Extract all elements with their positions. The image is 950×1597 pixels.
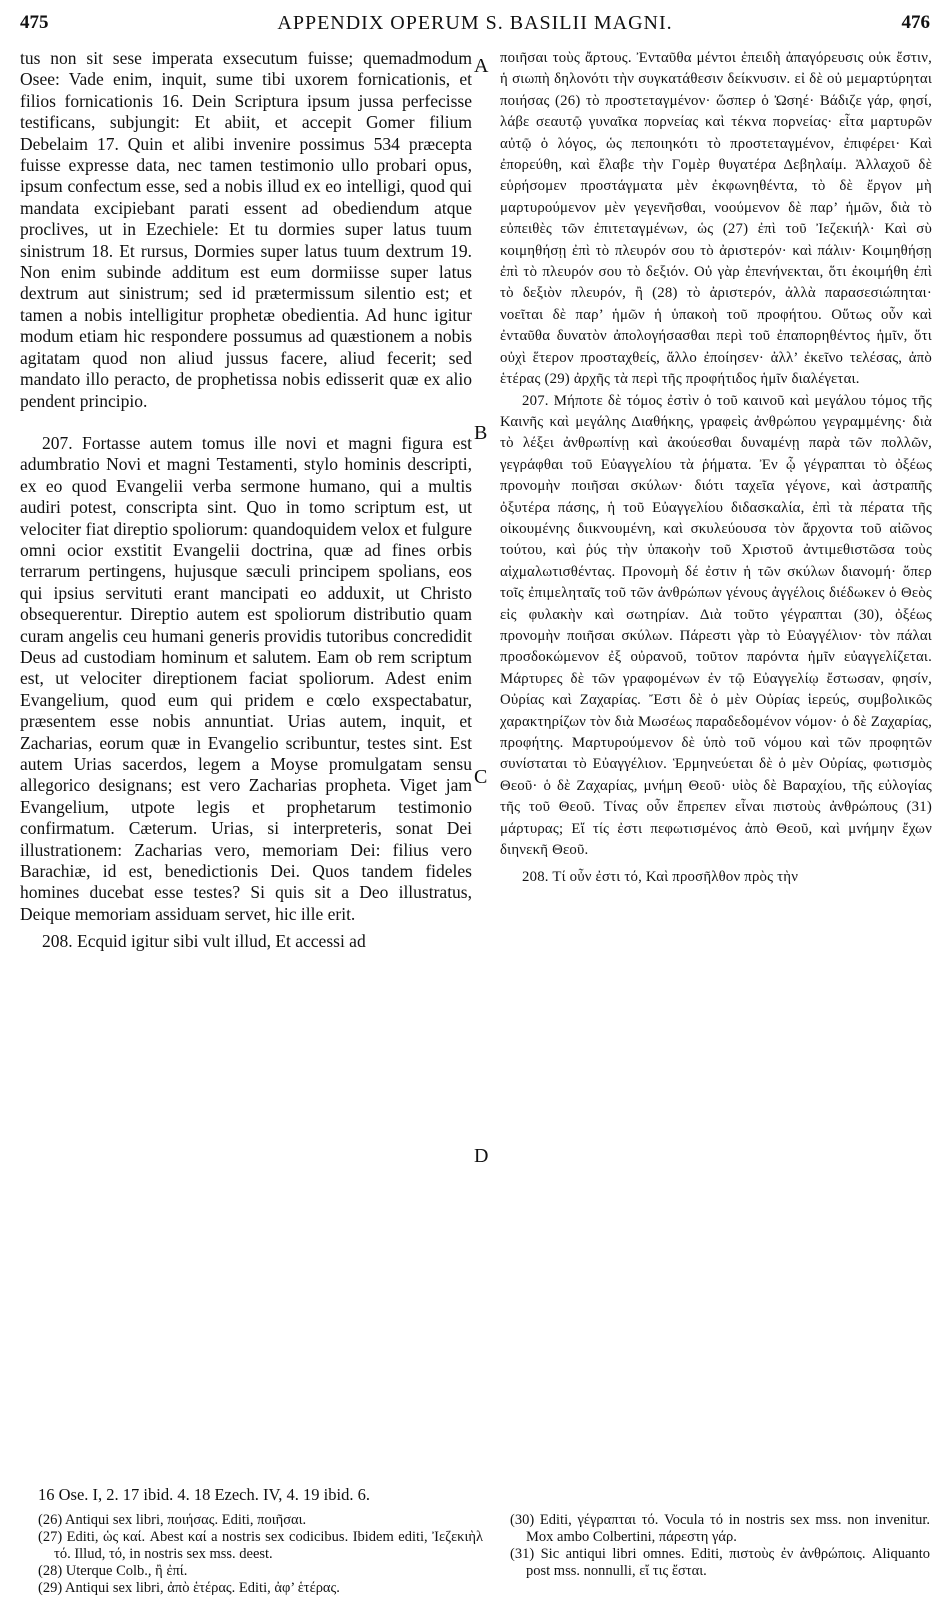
footnotes-right — [510, 1512, 930, 1580]
latin-paragraph-208: 208. Ecquid igitur sibi vult illud, Et accessi ad — [42, 931, 366, 952]
scripture-references: 16 Ose. I, 2. 17 ibid. 4. 18 Ezech. IV, 4. 19 ibid. 6. — [38, 1485, 370, 1504]
page-number-right: 476 — [901, 12, 930, 33]
page-number-left: 475 — [20, 12, 49, 33]
footnote-28: (28) Uterque Colb., ἢ ἐπί. — [38, 1563, 188, 1579]
footnote-27: (27) Editi, ὡς καί. Abest καί a nostris sex codicibus. Ibidem editi, Ἰεζεκιὴλ τό. Illud, τό, in nostris sex mss. deest. — [38, 1529, 483, 1562]
greek-paragraph-208: 208. Τί οὖν ἐστι τό, Καὶ προσῆλθον πρὸς τὴν — [522, 869, 799, 886]
latin-paragraph-207: 207. Fortasse autem tomus ille novi et magni figura est adumbratio Novi et magni Testamenti, stylo hominis descripti, ex eo quod Evangelii verba sermone humano, qui a multis audiri potest, conscripta sint. Quo in tomo scriptum est, ut velociter fiat direptio spoliorum: quandoquidem velox et fulgure omni ocior exstitit Evangelii doctrina, quæ ad fines orbis terrarum pertingens, hujusque sæculi principem spolians, eos qui ipsius servituti erant mancipati eo adduxit, ut Christo obsequerentur. Direptio autem est spoliorum distributio quam curam angelis ceu humani generis providis tutoribus concredidit Deus ad custodiam hominum et salutem. Eam ob rem scriptum est, ut velociter direptionem faciat spoliorum. Adest enim Evangelium, quod eum qui pridem e cœlo exspectabatur, præsentem esse nobis annuntiat. Urias autem, inquit, et Zacharias, eorum quæ in Evangelio scribuntur, testes sint. Est autem Urias sacerdos, legem a Moyse promulgatam sensu allegorico designans; est vero Zacharias propheta. Viget jam Evangelium, utpote legis et prophetarum testimonio confirmatum. Cæterum. Urias, si interpreteris, sonat Dei illustrationem: Zacharias vero, memoriam Dei: filius vero Barachiæ, id est, benedictionis Dei. Quos tandem fideles homines ducebat esse testes? Si quis sit a Deo illustratus, Deique memoriam assiduam servet, hic ille erit. — [20, 432, 472, 924]
footnote-30: (30) Editi, γέγραπται τό. Vocula τό in nostris sex mss. non invenitur. Mox ambo Colbertini, πάρεστη γάρ. — [510, 1512, 930, 1545]
greek-paragraph-207: 207. Μήποτε δὲ τόμος ἐστὶν ὁ τοῦ καινοῦ καὶ μεγάλου τόμος τῆς Καινῆς καὶ μεγάλης Διαθήκης, γραφεὶς ἀνθρώπου γεγραμμένης· διὰ τὸ λέξει ἀνθρωπίνῃ καὶ ἀκούεσθαι δυναμένῃ παρὰ τῶν πολλῶν, γεγράφθαι τοῦ Εὐαγγελίου τὰ ῥήματα. Ἐν ᾧ γέγραπται τὸ ὀξέως προνομὴν ποιῆσαι σκύλων· διότι ταχεῖα γέγονε, καὶ ἀστραπῆς ὀξυτέρα πάσης, ἡ τοῦ Εὐαγγελίου διδασκαλία, ἐπὶ τὰ πέρατα τῆς οἰκουμένης διικνουμένη, καὶ σκυλεύουσα τὸν ἄρχοντα τοῦ αἰῶνος τούτου, καὶ ῥύς τὴν ὑπακοὴν τοῦ Χριστοῦ ἀντιμεθιστῶσα τοὺς αἰχμαλωτισθέντας. Προνομὴ δέ ἐστιν ἡ τῶν σκύλων διανομή· ὅπερ τοῖς ἐπιμεληταῖς τοῦ τῶν ἀνθρώπων γένους ἀγγέλοις διέδωκεν ὁ Θεὸς εἰς φυλακὴν καὶ σωτηρίαν. Διὰ τοῦτο γέγραπται (30), ὀξέως προνομὴν ποιῆσαι σκύλων. Πάρεστι γὰρ τὸ Εὐαγγέλιον· τὸν πάλαι προσδοκώμενον ἐξ οὐρανοῦ, τοῦτον παρόντα ἡμῖν εὐαγγελίζεται. Μάρτυρες δὲ τῶν γραφομένων ἐν τῷ Εὐαγγελίῳ ἔστωσαν, φησίν, Οὐρίας καὶ Ζαχαρίας. Ἔστι δὲ ὁ μὲν Οὐρίας ἱερεύς, συμβολικῶς χαρακτηρίζων τὸν διὰ Μωσέως παραδεδομένον νόμον· ὁ δὲ Ζαχαρίας, προφήτης. Μαρτυρούμενον δὲ ὑπὸ τοῦ νόμου καὶ τῶν προφητῶν συνίσταται τὸ Εὐαγγέλιον. Ἑρμηνεύεται δὲ ὁ μὲν Οὐρίας, φωτισμὸς Θεοῦ· ὁ δὲ Ζαχαρίας, μνήμη Θεοῦ· υἱὸς δὲ Βαραχίου, τῆς εὐλογίας τῆς τοῦ Θεοῦ. Τίνας οὖν ἔπρεπεν εἶναι πιστοὺς ἀνθρώπους (31) μάρτυρας; Εἴ τίς ἐστι πεφωτισμένος ἀπὸ Θεοῦ, καὶ μνήμην ἔχων διηνεκῆ Θεοῦ. — [500, 392, 932, 859]
greek-column — [500, 48, 932, 889]
margin-marker-b: B — [474, 422, 488, 444]
latin-paragraph-1: tus non sit sese imperata exsecutum fuisse; quemadmodum Osee: Vade enim, inquit, sume tibi uxorem fornicationis, et filios fornicationis 16. Dein Scriptura ipsum jussa perfecisse testificans, subjungit: Et abiit, et accepit Gomer filium Debelaim 17. Quin et alibi invenire possimus 534 præcepta fuisse expresse data, nec tamen testimonio ullo probari opus, ipsum confectum esse, sed a nobis illud ex eo intelligi, quod qui mandata excipiebant parati essent ad obediendum atque proclives, ut in Ezechiele: Et tu dormies super latus tuum sinistrum 18. Et rursus, Dormies super latus tuum dextrum 19. Non enim subinde additum est eum dormiisse super latus dextrum aut sinistrum; sed id prætermissum silentio est; et tamen a nobis intelligitur prophetæ obedientia. Ad hunc igitur modum etiam hic respondere possumus ad quæstionem a nobis agitatam quod non aliud jussus facere, aliud fecerit; sed mandato illo peracto, de prophetissa nobis edisserit quæ ex alio pendent principio. — [20, 48, 472, 411]
footnote-31: (31) Sic antiqui libri omnes. Editi, πιστοὺς ἐν ἀνθρώποις. Aliquanto post mss. nonnulli, εἴ τις ἔσται. — [510, 1546, 930, 1579]
greek-paragraph-1: ποιῆσαι τοὺς ἄρτους. Ἐνταῦθα μέντοι ἐπειδὴ ἀπαγόρευσις οὐκ ἔστιν, ἡ σιωπὴ δηλονότι τὴν συγκατάθεσιν δείκνυσιν. εἰ δὲ οὐ μεμαρτύρηται ποιήσας (26) τὸ προστεταγμένον· ὥσπερ ὁ Ὠσηέ· Βάδιζε γάρ, φησί, λάβε σεαυτῷ γυναῖκα πορνείας καὶ τέκνα πορνείας· εἶτα μαρτυρῶν αὐτῷ ὁ λόγος, ὡς πεποιηκότι τὸ προστεταγμένον, ἐπιφέρει· Καὶ ἐπορεύθη, καὶ ἔλαβε τὴν Γομὲρ θυγατέρα Δεβηλαίμ. Ἀλλαχοῦ δὲ εὑρήσομεν προστάγματα μὲν ἐκφωνηθέντα, τὸ δὲ ἔργον μὴ μαρτυρούμενον μὲν γεγενῆσθαι, νοούμενον δὲ παρ’ ἡμῶν, διὰ τὸ εὐπειθὲς τῶν ἐπιτεταγμένων, ὡς (27) ἐπὶ τοῦ Ἰεζεκιήλ· Καὶ σὺ κοιμηθήσῃ ἐπὶ τὸ πλευρόν σου τὸ ἀριστερόν· καὶ πάλιν· Κοιμηθήσῃ ἐπὶ τὸ πλευρόν σου τὸ δεξιόν. Οὐ γὰρ ἐπενήνεκται, ὅτι ἐκοιμήθη ἐπὶ τὸ δεξιὸν πλευρόν, ἢ (28) τὸ ἀριστερόν, ἀλλὰ παρασεσιώπηται· νοεῖται δὲ παρ’ ἡμῶν ἡ ὑπακοὴ τοῦ προφήτου. Οὕτως οὖν καὶ ἐνταῦθα δυνατὸν ἀπολογήσασθαι περὶ τοῦ ἐπαπορηθέντος ἡμῖν, ὅτι οὐχὶ ἕτερον προσταχθείς, ἄλλο ἐποίησεν· ἀλλ’ ἐκεῖνο τελέσας, ἀπὸ ἑτέρας (29) ἀρχῆς τὰ περὶ τῆς προφήτιδος ἡμῖν διαλέγεται. — [500, 50, 932, 388]
footnote-29: (29) Antiqui sex libri, ἀπὸ ἑτέρας. Editi, ἀφ’ ἑτέρας. — [38, 1580, 340, 1596]
footnote-26: (26) Antiqui sex libri, ποιήσας. Editi, ποιῆσαι. — [38, 1512, 307, 1528]
latin-column — [20, 48, 472, 953]
running-title: APPENDIX OPERUM S. BASILII MAGNI. — [277, 12, 673, 34]
footnotes-left — [38, 1512, 483, 1597]
page-header — [20, 12, 930, 42]
margin-marker-c: C — [474, 766, 488, 788]
margin-marker-d: D — [474, 1145, 489, 1167]
margin-marker-a: A — [474, 55, 489, 77]
